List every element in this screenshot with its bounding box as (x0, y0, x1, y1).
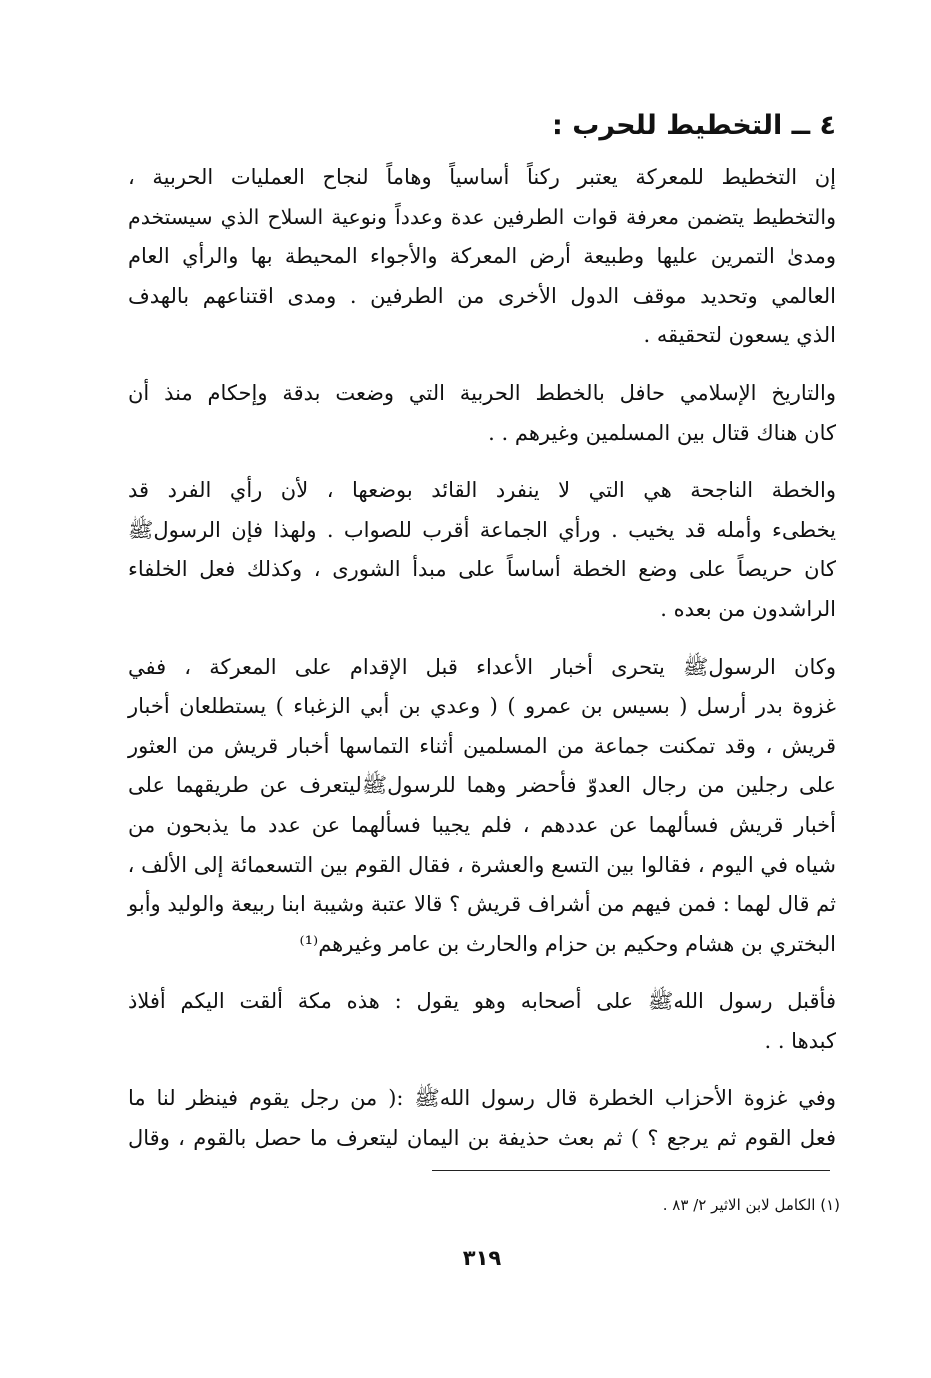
paragraph-line: شياه في اليوم ، فقالوا بين التسع والعشرة ، فقال القوم بين التسعمائة إلى الألف ، (127, 852, 836, 877)
paragraph-4 (128, 648, 836, 965)
paragraph-line: فعل القوم ثم يرجع ؟ ) ثم بعث حذيفة بن اليمان ليتعرف ما حصل بالقوم ، وقال (128, 1126, 836, 1151)
paragraph-line: والتخطيط يتضمن معرفة قوات الطرفين عدة وعدداً ونوعية السلاح الذي سيستخدم (128, 204, 836, 229)
footnote-divider (432, 1170, 830, 1171)
paragraph-line: كان هناك قتال بين المسلمين وغيرهم . . (488, 420, 836, 445)
paragraph-line: البختري بن هشام وحكيم بن حزام والحارث بن عامر وغيرهم⁽¹⁾ (299, 931, 836, 956)
paragraph-5 (128, 982, 836, 1061)
paragraph-3 (128, 471, 836, 629)
paragraph-line: كان حريصاً على وضع الخطة أساساً على مبدأ الشورى ، وكذلك فعل الخلفاء (128, 557, 836, 582)
paragraph-line: على رجلين من رجال العدوّ فأحضر وهما للرسولﷺليتعرف عن طريقهما على (128, 773, 836, 798)
paragraph-1 (128, 158, 836, 356)
paragraph-line: قريش ، وقد تمكنت جماعة من المسلمين أثناء التماسها أخبار قريش من العثور (128, 733, 836, 758)
paragraph-line: إن التخطيط للمعركة يعتبر ركناً أساسياً وهاماً لنجاح العمليات الحربية ، (128, 165, 836, 189)
paragraph-line: الراشدون من بعده . (660, 596, 836, 621)
paragraph-line: الذي يسعون لتحقيقه . (643, 323, 836, 348)
paragraph-line: ثم قال لهما : فمن فيهم من أشراف قريش ؟ قالا عتبة وشيبة ابنا ربيعة والوليد وأبو (128, 892, 836, 917)
paragraph-line: وكان الرسولﷺ يتحرى أخبار الأعداء قبل الإقدام على المعركة ، ففي (128, 654, 836, 679)
paragraph-line: غزوة بدر أرسل ( بسيس بن عمرو ) ( وعدي بن أبي الزغباء ) يستطلعان أخبار (128, 694, 836, 719)
paragraph-line: فأقبل رسول اللهﷺ على أصحابه وهو يقول : هذه مكة ألقت اليكم أفلاذ (128, 989, 836, 1014)
paragraph-line: يخطىء وأمله قد يخيب . ورأي الجماعة أقرب للصواب . ولهذا فإن الرسولﷺ (128, 517, 836, 542)
paragraph-line: والخطة الناجحة هي التي لا ينفرد القائد بوضعها ، لأن رأي الفرد قد (128, 478, 836, 503)
paragraph-line: كبدها . . (764, 1028, 836, 1053)
paragraph-2 (128, 374, 836, 453)
paragraph-line: وفي غزوة الأحزاب الخطرة قال رسول اللهﷺ :( من رجل يقوم فينظر لنا ما (128, 1086, 836, 1111)
paragraph-line: أخبار قريش فسألهما عن عددهم ، فلم يجيبا فسألهما عن عدد ما يذبحون من (128, 812, 836, 837)
paragraph-line: العالمي وتحديد موقف الدول الأخرى من الطرفين . ومدى اقتناعهم بالهدف (128, 283, 836, 308)
section-heading: ٤ ــ التخطيط للحرب : (552, 110, 836, 141)
page-number: ٣١٩ (462, 1246, 502, 1270)
paragraph-line: والتاريخ الإسلامي حافل بالخطط الحربية التي وضعت بدقة وإحكام منذ أن (128, 380, 836, 405)
page-body (128, 100, 836, 1300)
paragraph-line: ومدىٰ التمرين عليها وطبيعة أرض المعركة والأجواء المحيطة بها والرأي العام (128, 244, 836, 269)
paragraph-6 (128, 1079, 836, 1158)
footnote: (١) الكامل لابن الاثير ٢/ ٨٣ . (662, 1196, 840, 1214)
